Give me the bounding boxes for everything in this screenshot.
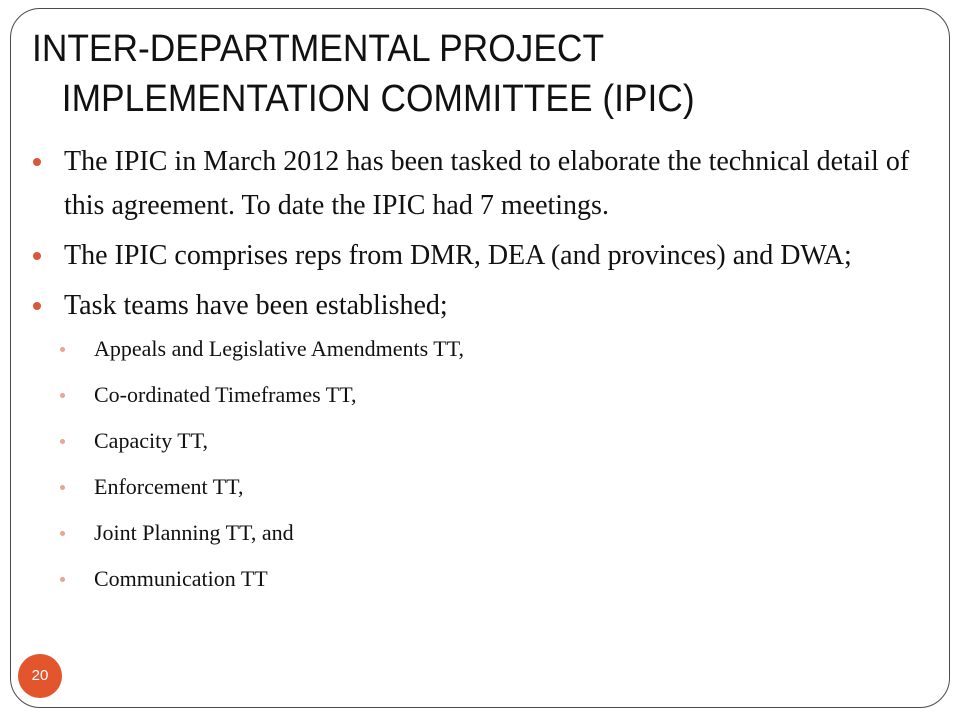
sub-bullet-item: Capacity TT, xyxy=(30,426,920,456)
page-number-badge: 20 xyxy=(18,654,62,698)
bullet-item: The IPIC comprises reps from DMR, DEA (and provinces) and DWA; xyxy=(30,234,920,278)
sub-bullet-item: Enforcement TT, xyxy=(30,472,920,502)
sub-bullet-item: Co-ordinated Timeframes TT, xyxy=(30,380,920,410)
slide-body xyxy=(30,140,920,610)
bullet-item: The IPIC in March 2012 has been tasked to elaborate the technical detail of this agreement. To date the IPIC had 7 meetings. xyxy=(30,140,920,228)
sub-bullet-item: Joint Planning TT, and xyxy=(30,518,920,548)
bullet-item: Task teams have been established; xyxy=(30,284,920,328)
task-team-list xyxy=(30,334,920,594)
slide-title-line-1: INTER-DEPARTMENTAL PROJECT xyxy=(32,28,605,70)
sub-bullet-item: Communication TT xyxy=(30,564,920,594)
slide-title xyxy=(32,24,869,124)
slide-title-line-2: IMPLEMENTATION COMMITTEE (IPIC) xyxy=(61,78,695,120)
sub-bullet-item: Appeals and Legislative Amendments TT, xyxy=(30,334,920,364)
